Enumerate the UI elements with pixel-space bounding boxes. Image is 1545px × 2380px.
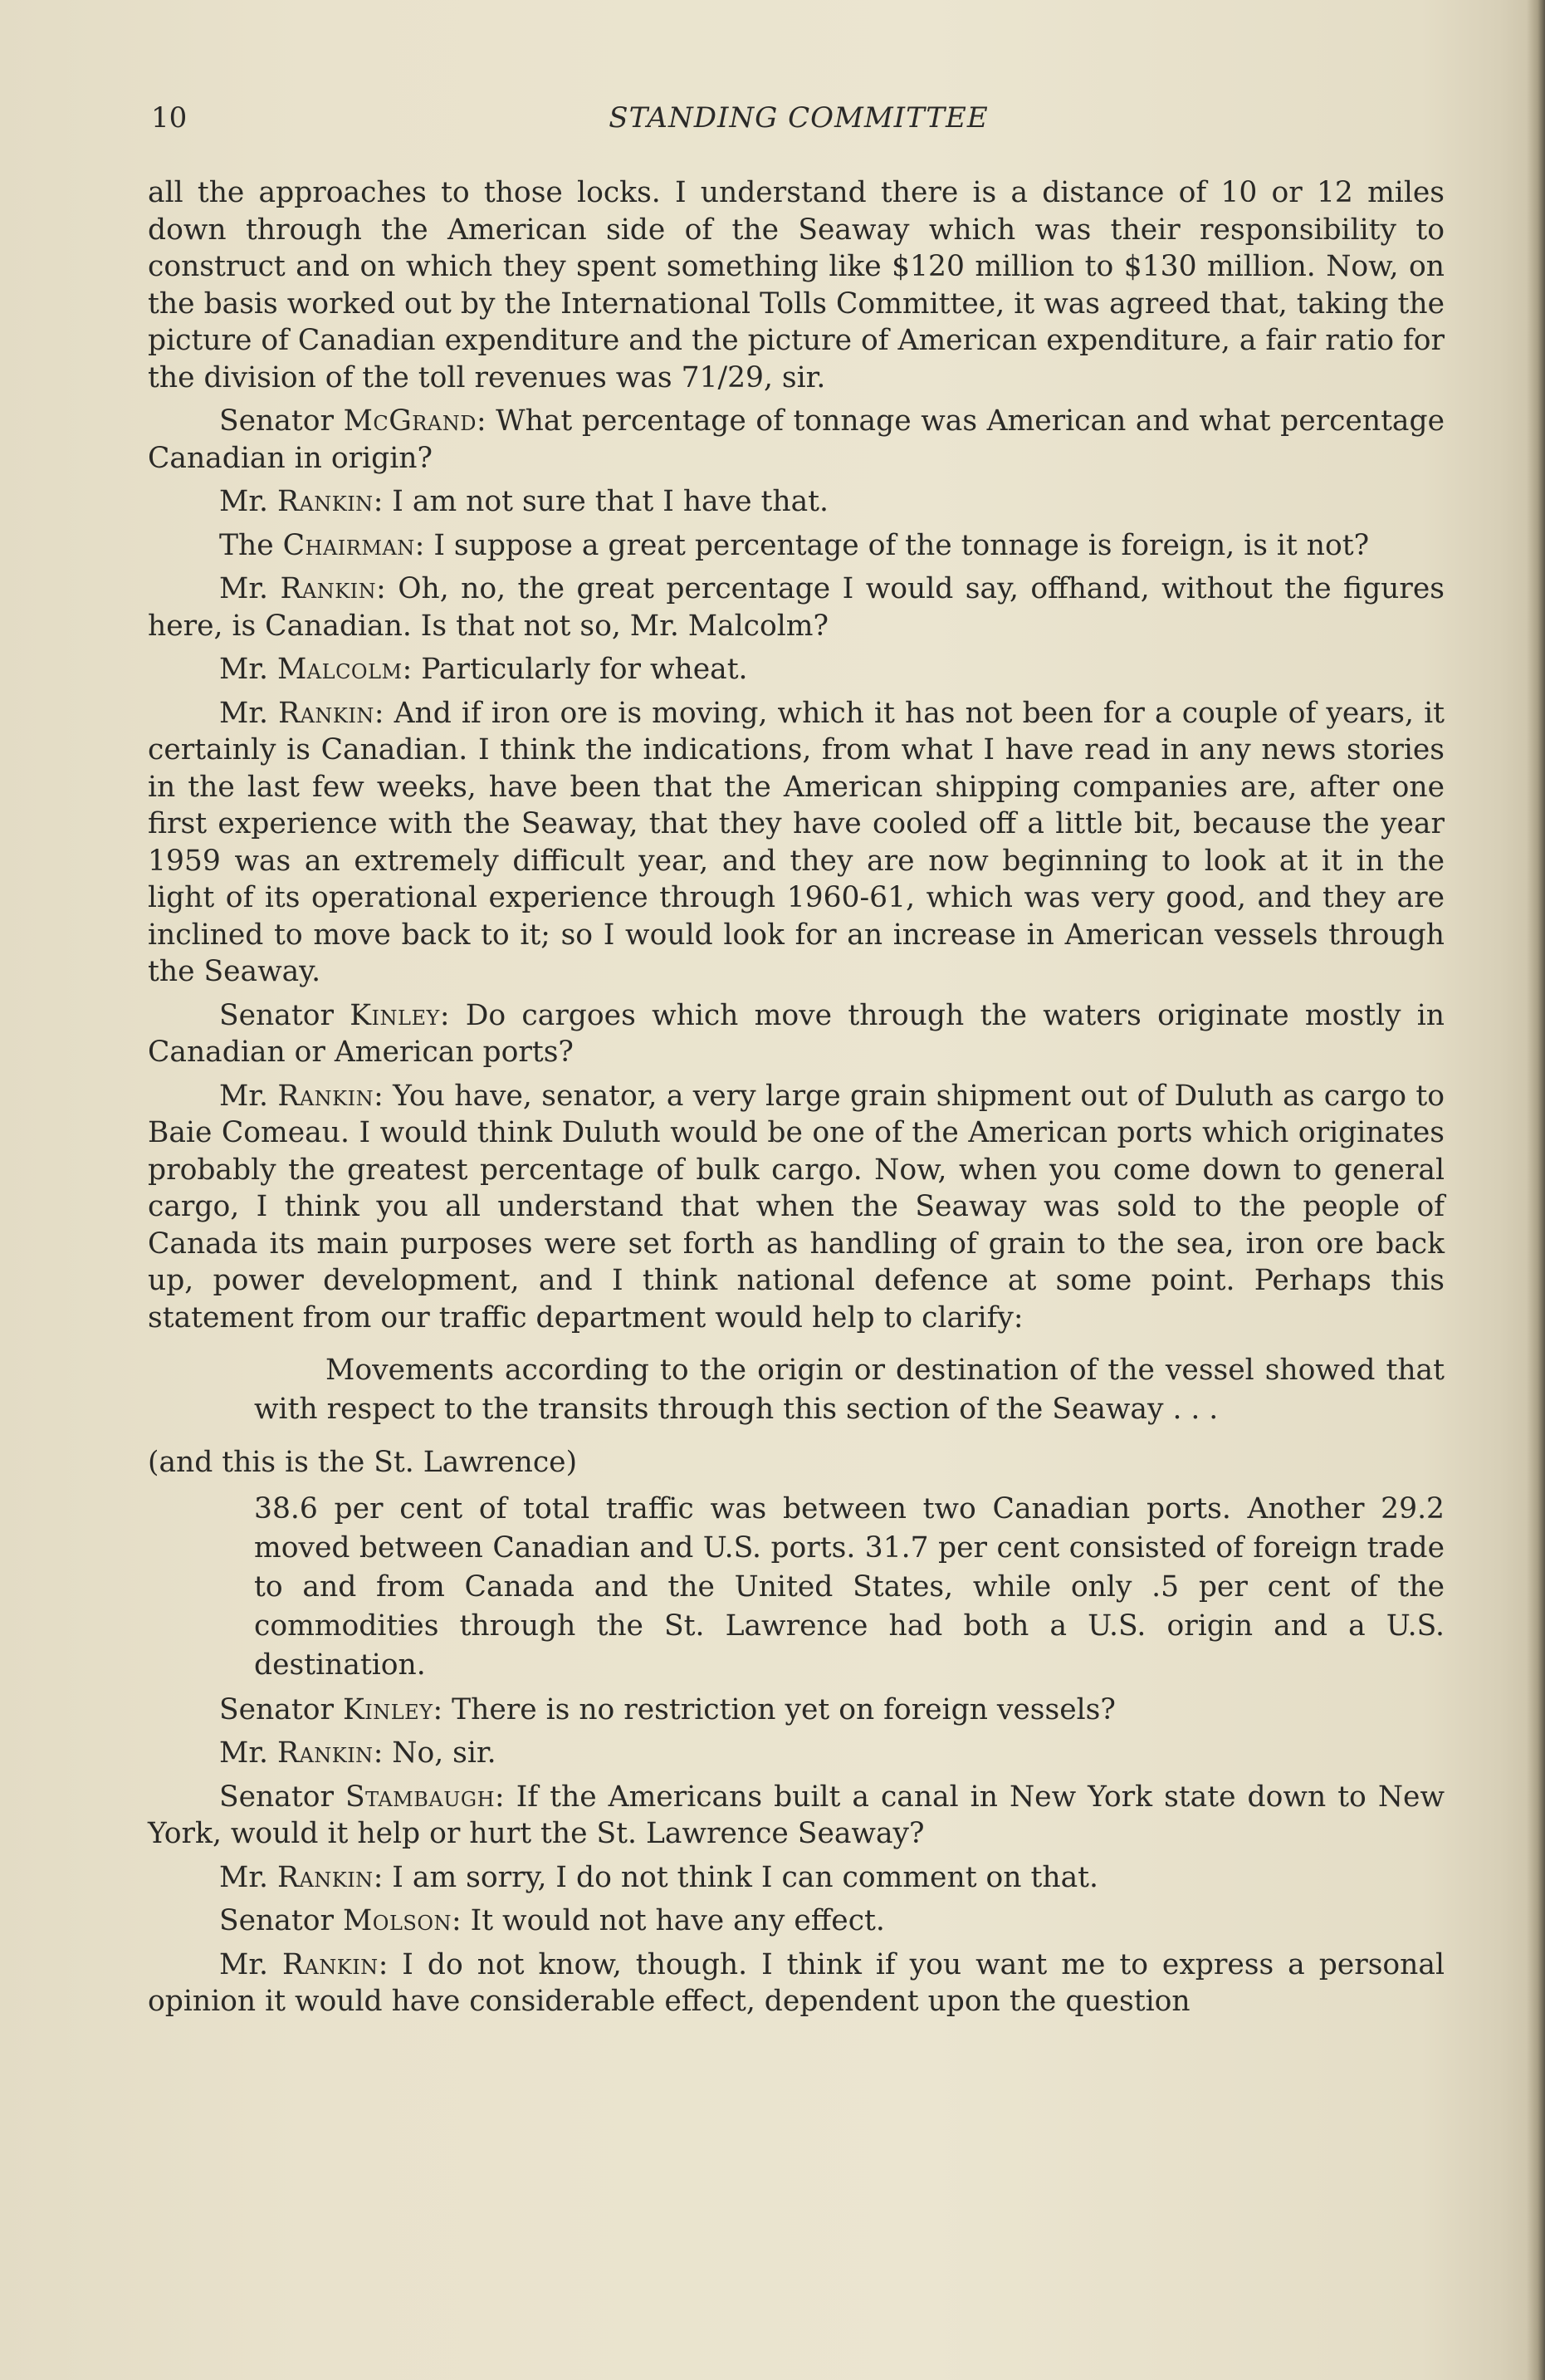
speech-paragraph xyxy=(148,527,1445,565)
speaker-name: Chairman xyxy=(282,528,415,562)
paragraph-text: (and this is the St. Lawrence) xyxy=(148,1446,578,1479)
speech-paragraph xyxy=(148,1692,1445,1729)
speaker-name: Kinley xyxy=(350,998,440,1032)
paragraph-text: : I am sorry, I do not think I can comment on that. xyxy=(373,1860,1098,1894)
speaker-title: The xyxy=(219,528,283,562)
speaker-title: Mr. xyxy=(219,485,277,518)
paragraph-text: : And if iron ore is moving, which it has not been for a couple of years, it certainly is Canadian. I think the indications, from what I have read in any news stories in the last few weeks, have been that the American shipping companies are, after one first experience with the Seaway, that they have cooled off a little bit, because the year 1959 was an extremely difficult year, and they are now beginning to look at it in the light of its operational experience through 1960-61, which was very good, and they are inclined to move back to it; so I would look for an increase in American vessels through the Seaway. xyxy=(148,696,1445,988)
speech-paragraph xyxy=(148,695,1445,991)
speaker-title: Senator xyxy=(219,1904,343,1937)
paragraph-text: Movements according to the origin or destination of the vessel showed that with respect to the transits through this section of the Seaway . . . xyxy=(254,1354,1445,1426)
continued-paragraph xyxy=(148,174,1445,396)
speaker-title: Mr. xyxy=(219,1947,282,1981)
speech-paragraph xyxy=(148,403,1445,477)
speaker-name: Molson xyxy=(342,1904,452,1937)
speaker-name: Rankin xyxy=(281,1947,379,1981)
interjection xyxy=(148,1444,1445,1481)
speaker-title: Mr. xyxy=(219,1079,278,1113)
page-number: 10 xyxy=(151,101,188,135)
speaker-title: Mr. xyxy=(219,1736,277,1770)
paragraph-text: : You have, senator, a very large grain shipment out of Duluth as cargo to Baie Comeau. I would think Duluth would be one of the American ports which originates probably the greatest percentage of bulk cargo. Now, when you come down to general cargo, I think you all understand that when the Seaway was sold to the people of Canada its main purposes were set forth as handling of grain to the sea, iron ore back up, power development, and I think national defence at some point. Perhaps this statement from our traffic department would help to clarify: xyxy=(148,1079,1445,1334)
speech-paragraph xyxy=(148,1735,1445,1772)
speaker-name: Rankin xyxy=(278,696,374,730)
paragraph-text: : I am not sure that I have that. xyxy=(373,485,829,518)
paragraph-text: : Particularly for wheat. xyxy=(402,653,748,686)
speech-paragraph xyxy=(148,1903,1445,1940)
speaker-title: Mr. xyxy=(219,572,281,605)
paragraph-text: : Do cargoes which move through the waters originate mostly in Canadian or American ports? xyxy=(148,998,1445,1069)
speaker-name: Rankin xyxy=(276,1736,374,1770)
speech-paragraph xyxy=(148,1947,1445,2020)
transcript-body xyxy=(148,174,1445,2027)
speech-paragraph xyxy=(148,571,1445,644)
running-head: STANDING COMMITTEE xyxy=(609,101,989,135)
paragraph-text: : There is no restriction yet on foreign vessels? xyxy=(433,1692,1116,1726)
speaker-name: Stambaugh xyxy=(345,1780,496,1814)
paragraph-text: : Oh, no, the great percentage I would say, offhand, without the figures here, is Canadian. Is that not so, Mr. Malcolm? xyxy=(148,572,1445,643)
speaker-title: Senator xyxy=(219,1780,345,1814)
speaker-title: Senator xyxy=(219,404,344,438)
speaker-title: Mr. xyxy=(219,696,279,730)
paragraph-text: : It would not have any effect. xyxy=(452,1904,885,1937)
paragraph-text: : I suppose a great percentage of the tonnage is foreign, is it not? xyxy=(414,528,1370,562)
speaker-name: Kinley xyxy=(342,1692,433,1726)
speaker-title: Mr. xyxy=(219,653,277,686)
page-header xyxy=(151,101,1446,143)
speaker-name: Malcolm xyxy=(276,653,403,686)
speaker-title: Senator xyxy=(219,1692,343,1726)
speech-paragraph xyxy=(148,1859,1445,1897)
speaker-name: Rankin xyxy=(277,1079,374,1113)
paragraph-text: all the approaches to those locks. I understand there is a distance of 10 or 12 miles down through the American side of the Seaway which was their responsibility to construct and on which they spent something like $120 million to $130 million. Now, on the basis worked out by the International Tolls Committee, it was agreed that, taking the picture of Canadian expenditure and the picture of American expenditure, a fair ratio for the division of the toll revenues was 71/29, sir. xyxy=(148,176,1445,394)
page-edge-shadow xyxy=(1527,0,1545,2380)
speaker-title: Senator xyxy=(219,998,350,1032)
paragraph-text: : I do not know, though. I think if you want me to express a personal opinion it would have considerable effect, dependent upon the question xyxy=(148,1947,1445,2018)
speech-paragraph xyxy=(148,1078,1445,1337)
speaker-name: Rankin xyxy=(276,1860,374,1894)
block-quote xyxy=(254,1351,1445,1429)
speaker-name: Rankin xyxy=(280,572,377,605)
speech-paragraph xyxy=(148,997,1445,1071)
block-quote xyxy=(254,1490,1445,1685)
speech-paragraph xyxy=(148,483,1445,521)
paragraph-text: : If the Americans built a canal in New York state down to New York, would it help or hurt the St. Lawrence Seaway? xyxy=(148,1780,1445,1850)
paragraph-text: : No, sir. xyxy=(373,1736,496,1770)
paragraph-text: : What percentage of tonnage was American and what percentage Canadian in origin? xyxy=(148,404,1445,475)
speaker-title: Mr. xyxy=(219,1860,277,1894)
speech-paragraph xyxy=(148,651,1445,688)
speaker-name: McGrand xyxy=(343,404,477,438)
speaker-name: Rankin xyxy=(276,485,374,518)
speech-paragraph xyxy=(148,1779,1445,1853)
paragraph-text: 38.6 per cent of total traffic was between two Canadian ports. Another 29.2 moved between Canadian and U.S. ports. 31.7 per cent consisted of foreign trade to and from Canada and the United States, while only .5 per cent of the commodities through the St. Lawrence had both a U.S. origin and a U.S. destination. xyxy=(254,1491,1445,1682)
